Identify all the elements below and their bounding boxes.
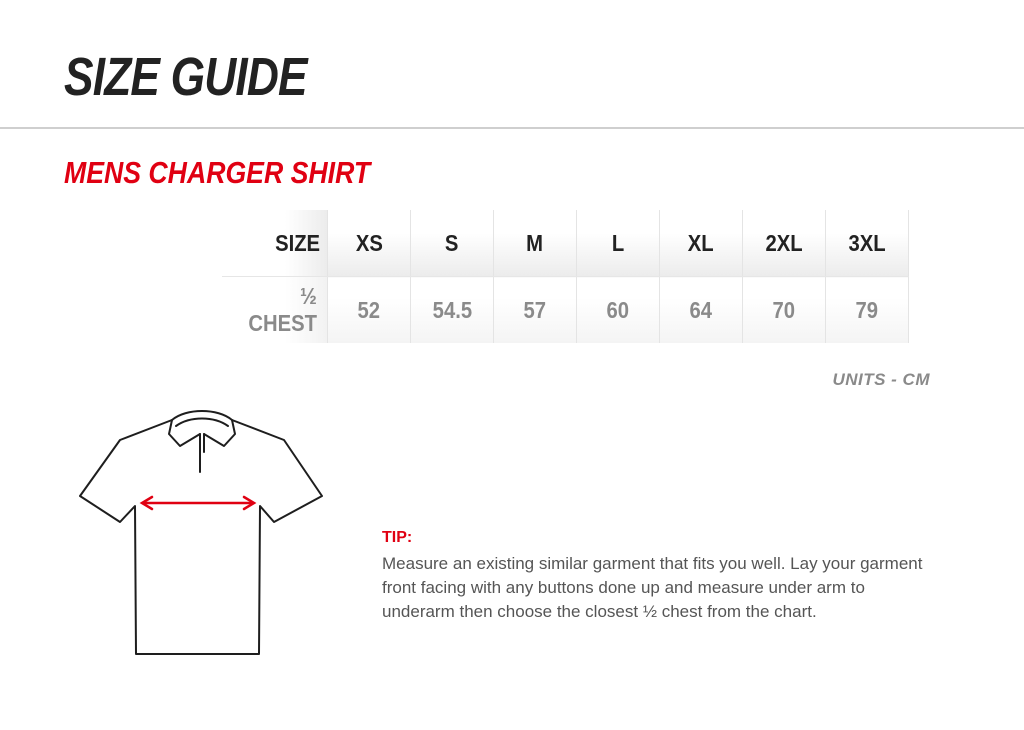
product-title: MENS CHARGER SHIRT: [64, 155, 371, 190]
size-header-cell: M: [494, 210, 577, 277]
tip-label: TIP:: [382, 529, 413, 546]
size-row-label: SIZE: [222, 210, 328, 277]
chest-row-label: ½ CHEST: [222, 277, 328, 344]
size-header-row: [222, 210, 909, 277]
header-divider: [0, 127, 1024, 129]
units-note: UNITS - CM: [832, 370, 930, 389]
size-header-cell: L: [577, 210, 660, 277]
polo-shirt-measure-icon: [76, 404, 326, 660]
chest-row: [222, 277, 909, 344]
chest-value-cell: 64: [660, 277, 743, 344]
size-header-cell: XL: [660, 210, 743, 277]
size-header-cell: XS: [328, 210, 411, 277]
chest-value-cell: 79: [826, 277, 909, 344]
page-title: SIZE GUIDE: [64, 47, 307, 107]
chest-value-cell: 70: [743, 277, 826, 344]
size-chart-table: [222, 210, 909, 343]
chest-value-cell: 57: [494, 277, 577, 344]
chest-value-cell: 52: [328, 277, 411, 344]
size-header-cell: 2XL: [743, 210, 826, 277]
tip-text: Measure an existing similar garment that fits you well. Lay your garment front facing with any buttons done up and measure under arm to underarm then choose the closest ½ chest from the chart.: [382, 554, 923, 621]
chest-value-cell: 54.5: [411, 277, 494, 344]
size-header-cell: S: [411, 210, 494, 277]
size-header-cell: 3XL: [826, 210, 909, 277]
chest-value-cell: 60: [577, 277, 660, 344]
